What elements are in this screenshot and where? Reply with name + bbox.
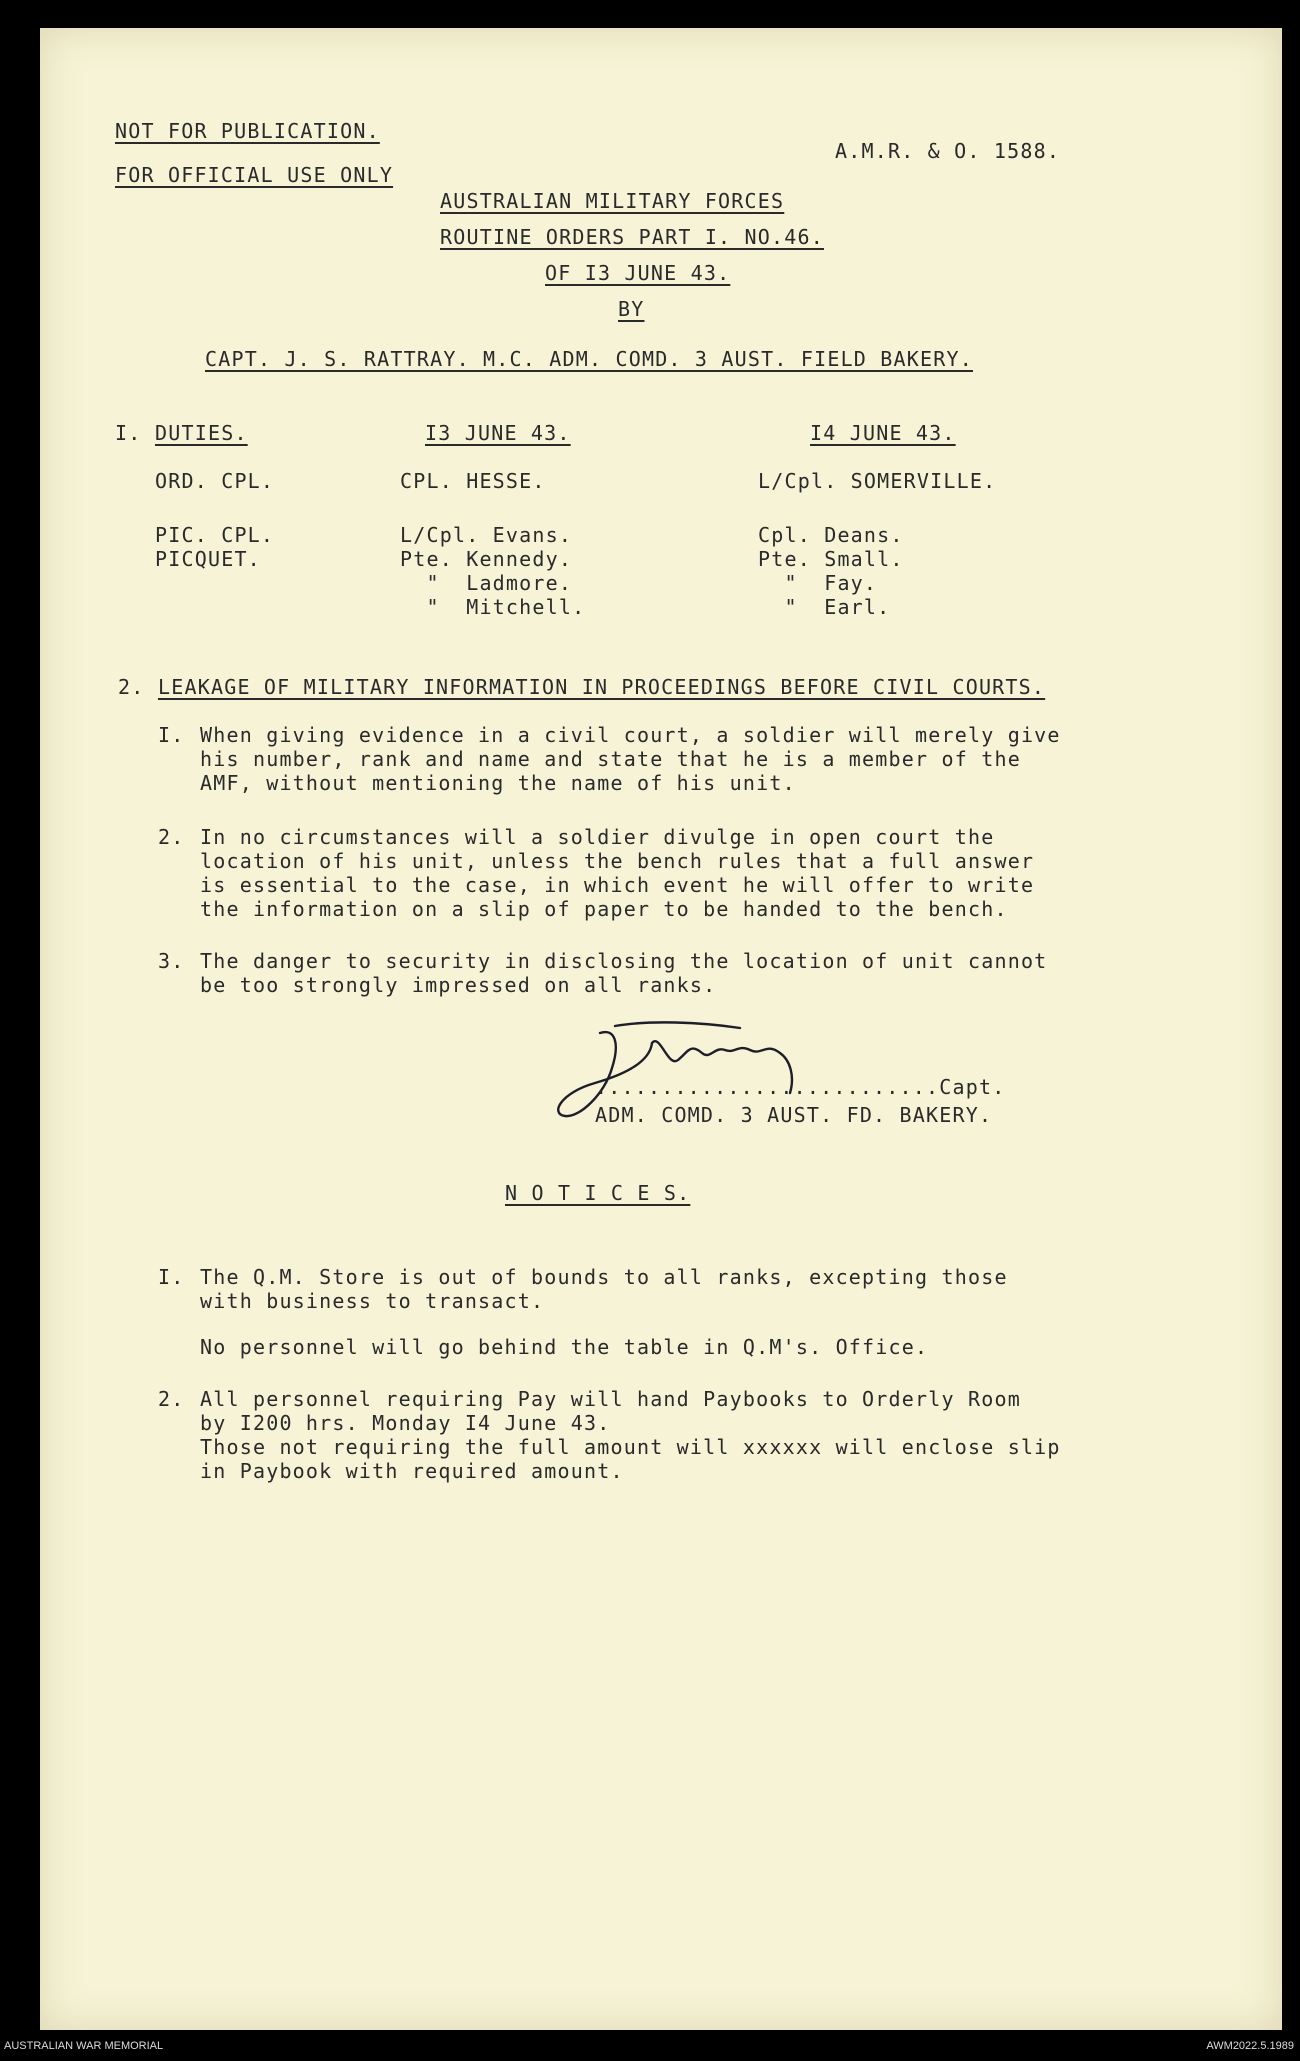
duty-role: PIC. CPL. (155, 523, 275, 547)
duty-assignee: " Ladmore. (400, 571, 573, 595)
duty-role: PICQUET. (155, 547, 261, 571)
title-line-2: ROUTINE ORDERS PART I. NO.46. (440, 225, 824, 249)
duties-heading: DUTIES. (155, 421, 248, 445)
duty-assignee: " Fay. (758, 571, 878, 595)
notice-line: by I200 hrs. Monday I4 June 43. (200, 1411, 611, 1435)
notice-number: 2. (158, 1387, 185, 1411)
para-line: location of his unit, unless the bench rules that a full answer (200, 849, 1035, 873)
title-line-3: OF I3 JUNE 43. (545, 261, 731, 285)
duty-assignee: " Earl. (758, 595, 891, 619)
duty-role: ORD. CPL. (155, 469, 275, 493)
duty-assignee: Pte. Small. (758, 547, 904, 571)
notice-line: The Q.M. Store is out of bounds to all ranks, excepting those (200, 1265, 1008, 1289)
para-line: The danger to security in disclosing the location of unit cannot (200, 949, 1048, 973)
para-line: the information on a slip of paper to be handed to the bench. (200, 897, 1008, 921)
not-for-publication: NOT FOR PUBLICATION. (115, 119, 380, 143)
duty-assignee: " Mitchell. (400, 595, 586, 619)
section2-number: 2. (118, 675, 145, 699)
duty-assignee: Cpl. Deans. (758, 523, 904, 547)
document-page (40, 28, 1282, 2030)
duty-assignee: CPL. HESSE. (400, 469, 546, 493)
para-number: 3. (158, 949, 185, 973)
title-line-1: AUSTRALIAN MILITARY FORCES (440, 189, 785, 213)
para-number: 2. (158, 825, 185, 849)
notice-line: No personnel will go behind the table in Q.M's. Office. (200, 1335, 929, 1359)
section2-heading: LEAKAGE OF MILITARY INFORMATION IN PROCEEDINGS BEFORE CIVIL COURTS. (158, 675, 1046, 699)
footer-left: AUSTRALIAN WAR MEMORIAL (4, 2040, 164, 2052)
duties-number: I. (115, 421, 142, 445)
signature-title: ADM. COMD. 3 AUST. FD. BAKERY. (595, 1103, 993, 1127)
para-line: his number, rank and name and state that he is a member of the (200, 747, 1021, 771)
duty-assignee: L/Cpl. SOMERVILLE. (758, 469, 997, 493)
notices-heading: N O T I C E S. (505, 1181, 691, 1205)
reference-number: A.M.R. & O. 1588. (835, 139, 1061, 163)
title-by: BY (618, 297, 645, 321)
issuer-line: CAPT. J. S. RATTRAY. M.C. ADM. COMD. 3 AUST. FIELD BAKERY. (205, 347, 973, 371)
duties-col-date-2: I4 JUNE 43. (810, 421, 956, 445)
duties-col-date-1: I3 JUNE 43. (425, 421, 571, 445)
footer-right: AWM2022.5.1989 (1206, 2040, 1294, 2052)
notice-line: in Paybook with required amount. (200, 1459, 624, 1483)
duty-assignee: Pte. Kennedy. (400, 547, 573, 571)
notice-line: All personnel requiring Pay will hand Paybooks to Orderly Room (200, 1387, 1021, 1411)
para-line: is essential to the case, in which event he will offer to write (200, 873, 1035, 897)
para-number: I. (158, 723, 185, 747)
notice-line: with business to transact. (200, 1289, 545, 1313)
notice-number: I. (158, 1265, 185, 1289)
para-line: In no circumstances will a soldier divulge in open court the (200, 825, 995, 849)
notice-line: Those not requiring the full amount will xxxxxx will enclose slip (200, 1435, 1061, 1459)
duty-assignee: L/Cpl. Evans. (400, 523, 573, 547)
official-use-only: FOR OFFICIAL USE ONLY (115, 163, 394, 187)
para-line: be too strongly impressed on all ranks. (200, 973, 717, 997)
signature-dots: ..........................Capt. (595, 1075, 1006, 1099)
para-line: AMF, without mentioning the name of his unit. (200, 771, 796, 795)
para-line: When giving evidence in a civil court, a soldier will merely give (200, 723, 1061, 747)
